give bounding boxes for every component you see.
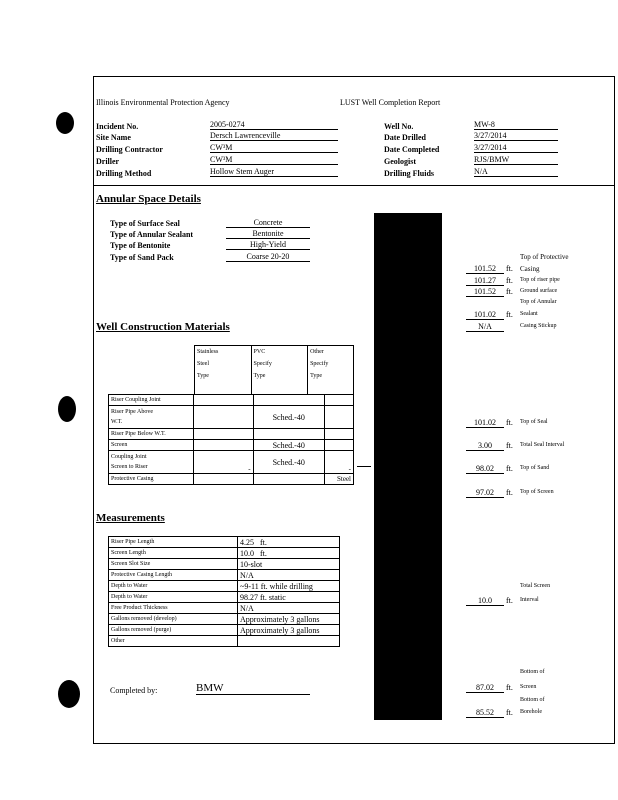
binder-hole-2 xyxy=(58,396,76,422)
elev-value: 97.02 xyxy=(466,488,504,498)
site-name-label: Site Name xyxy=(96,133,131,142)
contractor-label: Drilling Contractor xyxy=(96,145,163,154)
report-title: LUST Well Completion Report xyxy=(340,98,441,107)
table-row xyxy=(109,537,340,548)
col-head-other-2: Specify xyxy=(310,361,329,367)
surface-seal-label: Type of Surface Seal xyxy=(110,219,180,228)
meas-value xyxy=(238,592,340,603)
col-head-stainless-2: Steel xyxy=(197,361,209,367)
cell-stainless xyxy=(194,440,253,451)
elev-label: Top of Protective xyxy=(520,253,569,261)
driller-value: CW³M xyxy=(210,155,338,165)
elev-label: Bottom of xyxy=(520,669,545,675)
elev-value: 85.52 xyxy=(466,708,504,718)
meas-label: Depth to Water xyxy=(109,592,238,603)
elev-label: Ground surface xyxy=(520,288,558,294)
row-label xyxy=(109,451,194,474)
meas-value: Approximately 3 gallons xyxy=(238,625,340,636)
elev-label: Top of Annular xyxy=(520,299,557,305)
meas-label: Protective Casing Length xyxy=(109,570,238,581)
method-label: Drilling Method xyxy=(96,169,152,178)
header-divider xyxy=(93,185,615,186)
cell-stainless xyxy=(194,429,253,440)
date-completed-value: 3/27/2014 xyxy=(474,143,558,153)
meas-label: Riser Pipe Length xyxy=(109,537,238,548)
elev-label: Top of Screen xyxy=(520,489,554,495)
cell-pvc: Sched.-40 xyxy=(253,440,324,451)
meas-number: 98.27 xyxy=(240,592,258,602)
incident-value: 2005-0274 xyxy=(210,120,338,130)
cell-stainless xyxy=(194,395,253,406)
meas-value xyxy=(238,636,340,647)
elev-unit: ft. xyxy=(506,683,513,692)
bentonite-label: Type of Bentonite xyxy=(110,241,171,250)
col-head-stainless-3: Type xyxy=(197,373,209,379)
cell-stainless: - xyxy=(194,451,253,474)
row-label-line2: Screen to Riser xyxy=(111,464,148,470)
cell-other xyxy=(324,395,353,406)
fluids-value: N/A xyxy=(474,167,558,177)
meas-value: N/A xyxy=(238,603,340,614)
elev-unit: ft. xyxy=(506,310,513,319)
meas-label: Free Product Thickness xyxy=(109,603,238,614)
table-row xyxy=(109,474,354,485)
col-head-stainless-1: Stainless xyxy=(197,349,219,355)
annular-sealant-label: Type of Annular Sealant xyxy=(110,230,194,239)
fluids-label: Drilling Fluids xyxy=(384,169,435,178)
row-label: Riser Coupling Joint xyxy=(109,395,194,406)
cell-other: Steel xyxy=(324,474,353,485)
elev-label: Top of Seal xyxy=(520,419,548,425)
meas-label: Other xyxy=(109,636,238,647)
elev-label: Total Screen xyxy=(520,583,551,589)
table-row xyxy=(109,429,354,440)
binder-hole-1 xyxy=(56,112,74,134)
annular-sealant-value: Bentonite xyxy=(226,229,310,239)
coupling-joint-leader xyxy=(357,466,371,467)
geologist-label: Geologist xyxy=(384,157,416,166)
cell-stainless xyxy=(194,406,253,429)
meas-value xyxy=(238,548,340,559)
elev-value: 101.02 xyxy=(466,310,504,320)
col-head-pvc xyxy=(251,346,308,395)
elev-value: N/A xyxy=(466,322,504,332)
meas-label: Gallons removed (develop) xyxy=(109,614,238,625)
col-head-pvc-3: Type xyxy=(253,373,266,379)
table-row xyxy=(109,548,340,559)
table-row xyxy=(109,603,340,614)
meas-value xyxy=(238,537,340,548)
meas-number: 10.0 xyxy=(240,548,254,558)
row-label-line1: Riser Pipe Above xyxy=(111,409,153,415)
elev-label: Casing xyxy=(520,265,540,273)
measurements-title: Measurements xyxy=(96,512,165,524)
meas-label: Screen Slot Size xyxy=(109,559,238,570)
cell-pvc xyxy=(253,474,324,485)
elev-unit: ft. xyxy=(506,276,513,285)
elev-label: Total Seal Interval xyxy=(520,442,565,448)
cell-pvc xyxy=(253,429,324,440)
elev-unit: ft. xyxy=(506,708,513,717)
meas-value: 10-slot xyxy=(238,559,340,570)
annular-title: Annular Space Details xyxy=(96,193,201,205)
elev-value: 10.0 xyxy=(466,596,504,606)
site-name-value: Dersch Lawrenceville xyxy=(210,131,338,141)
elev-label: Top of Sand xyxy=(520,465,550,471)
table-row xyxy=(109,592,340,603)
elev-unit: ft. xyxy=(506,441,513,450)
cell-other xyxy=(324,406,353,429)
elev-value: 87.02 xyxy=(466,683,504,693)
cell-other xyxy=(324,440,353,451)
construction-table xyxy=(108,394,354,485)
cell-other xyxy=(324,429,353,440)
col-head-stainless xyxy=(195,346,252,395)
table-row xyxy=(109,581,340,592)
incident-label: Incident No. xyxy=(96,122,139,131)
cell-pvc xyxy=(253,395,324,406)
elev-value: 101.02 xyxy=(466,418,504,428)
elev-value: 3.00 xyxy=(466,441,504,451)
meas-number: 4.25 xyxy=(240,537,254,547)
meas-label: Gallons removed (purge) xyxy=(109,625,238,636)
geologist-value: RJS/BMW xyxy=(474,155,558,165)
binder-hole-3 xyxy=(58,680,80,708)
completed-by-label: Completed by: xyxy=(110,686,158,695)
meas-unit: ft. static xyxy=(260,592,286,602)
elev-label: Screen xyxy=(520,684,537,690)
row-label-line2: W.T. xyxy=(111,419,123,425)
table-row xyxy=(109,614,340,625)
sand-pack-value: Coarse 20-20 xyxy=(226,252,310,262)
elev-label: Bottom of xyxy=(520,697,545,703)
col-head-other-3: Type xyxy=(310,373,323,379)
elev-unit: ft. xyxy=(506,264,513,273)
meas-value xyxy=(238,581,340,592)
table-row xyxy=(109,406,354,429)
completed-by-value: BMW xyxy=(196,682,310,695)
elev-label: Interval xyxy=(520,597,539,603)
elev-value: 101.52 xyxy=(466,264,504,274)
meas-label: Depth to Water xyxy=(109,581,238,592)
cell-other: - xyxy=(324,451,353,474)
row-label: Riser Pipe Below W.T. xyxy=(109,429,194,440)
construction-title: Well Construction Materials xyxy=(96,321,230,333)
method-value: Hollow Stem Auger xyxy=(210,167,338,177)
date-drilled-value: 3/27/2014 xyxy=(474,131,558,141)
well-no-label: Well No. xyxy=(384,122,414,131)
cell-pvc: Sched.-40 xyxy=(253,451,324,474)
elev-value: 98.02 xyxy=(466,464,504,474)
cell-stainless xyxy=(194,474,253,485)
well-no-value: MW-8 xyxy=(474,120,558,130)
row-label-line1: Coupling Joint xyxy=(111,454,147,460)
sand-pack-label: Type of Sand Pack xyxy=(110,253,174,262)
meas-unit: ft. xyxy=(260,537,267,547)
row-label: Screen xyxy=(109,440,194,451)
elev-label: Top of riser pipe xyxy=(520,277,560,283)
elev-label: Sealant xyxy=(520,311,538,317)
col-head-pvc-1: PVC xyxy=(253,349,266,355)
elev-unit: ft. xyxy=(506,464,513,473)
table-row xyxy=(109,440,354,451)
elev-unit: ft. xyxy=(506,488,513,497)
meas-value: Approximately 3 gallons xyxy=(238,614,340,625)
col-head-pvc-2: Specify xyxy=(253,361,272,367)
col-head-other-1: Other xyxy=(310,349,324,355)
bentonite-value: High-Yield xyxy=(226,240,310,250)
cell-pvc: Sched.-40 xyxy=(253,406,324,429)
driller-label: Driller xyxy=(96,157,120,166)
meas-unit: ft. while drilling xyxy=(260,581,313,591)
date-completed-label: Date Completed xyxy=(384,145,440,154)
elev-value: 101.27 xyxy=(466,276,504,286)
row-label: Protective Casing xyxy=(109,474,194,485)
meas-unit: ft. xyxy=(260,548,267,558)
elev-label: Borehole xyxy=(520,709,542,715)
construction-head-table xyxy=(194,345,354,395)
well-diagram-column xyxy=(374,213,442,720)
table-row xyxy=(109,570,340,581)
elev-value: 101.52 xyxy=(466,287,504,297)
measurements-table xyxy=(108,536,340,647)
meas-label: Screen Length xyxy=(109,548,238,559)
agency-name: Illinois Environmental Protection Agency xyxy=(96,98,230,107)
elev-unit: ft. xyxy=(506,596,513,605)
elev-unit: ft. xyxy=(506,287,513,296)
elev-unit: ft. xyxy=(506,418,513,427)
table-row xyxy=(109,451,354,474)
surface-seal-value: Concrete xyxy=(226,218,310,228)
meas-number: ~9-11 xyxy=(240,581,259,591)
table-row xyxy=(109,625,340,636)
meas-value: N/A xyxy=(238,570,340,581)
table-row xyxy=(109,395,354,406)
table-row xyxy=(109,636,340,647)
date-drilled-label: Date Drilled xyxy=(384,133,426,142)
elev-label: Casing Stickup xyxy=(520,323,557,329)
table-row xyxy=(109,559,340,570)
col-head-other xyxy=(308,346,354,395)
row-label xyxy=(109,406,194,429)
contractor-value: CW³M xyxy=(210,143,338,153)
